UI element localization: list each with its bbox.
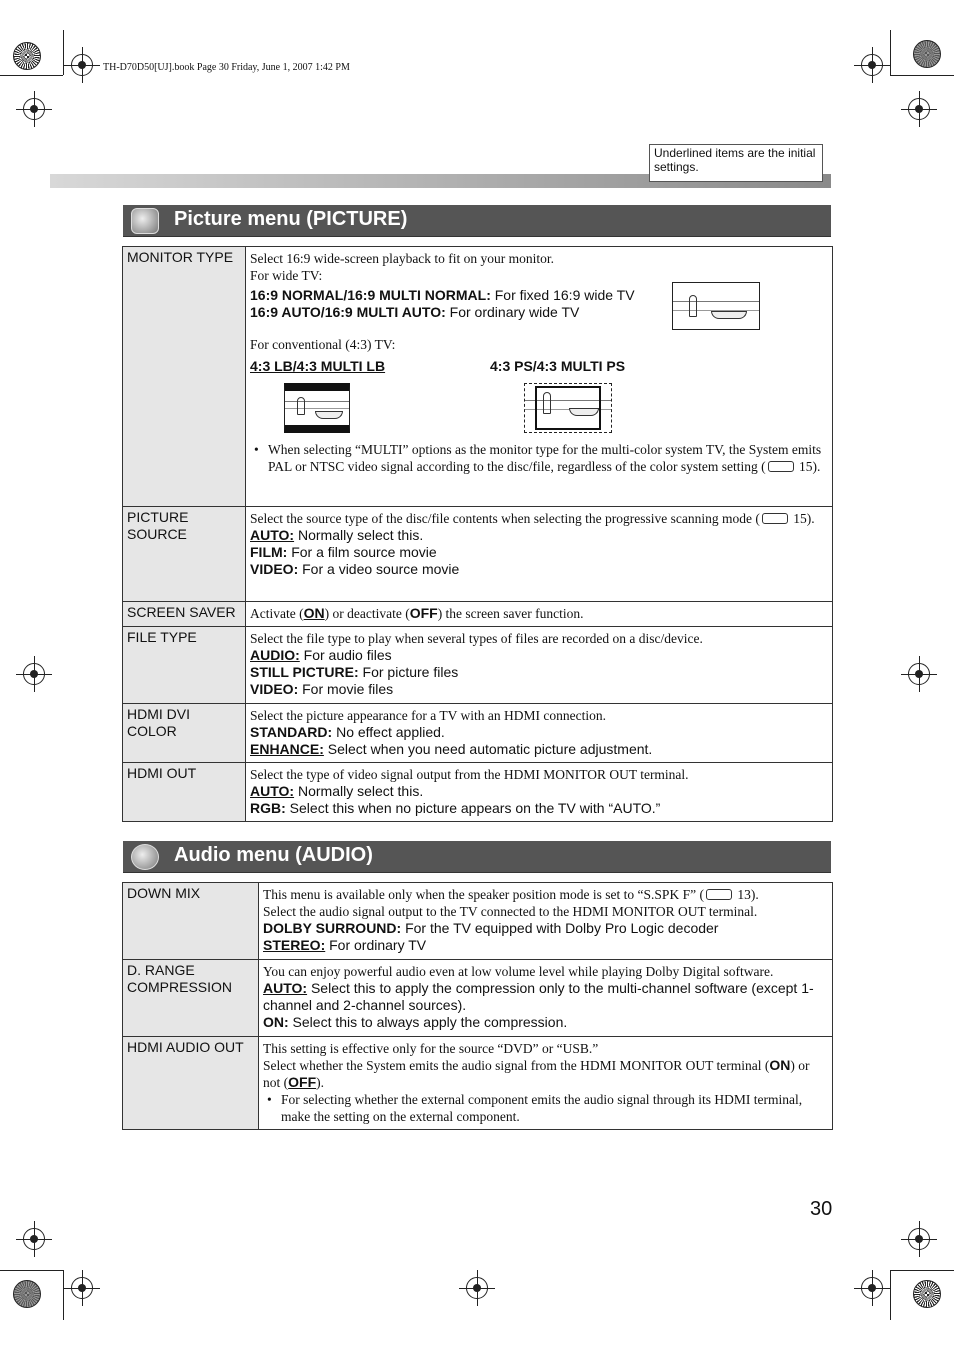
option-text: For ordinary TV (325, 937, 427, 953)
description-text (250, 510, 828, 527)
description-text: ) or deactivate ( (324, 606, 410, 621)
option-name: 4:3 PS/4:3 MULTI PS (490, 358, 626, 374)
option-text: For a film source movie (287, 544, 437, 560)
note-bullet (250, 441, 828, 475)
option-line (263, 980, 828, 1014)
option-name: ENHANCE: (250, 741, 324, 757)
setting-label: D. RANGE COMPRESSION (123, 960, 259, 1037)
crosshair-icon (71, 1277, 93, 1299)
setting-label: HDMI AUDIO OUT (123, 1037, 259, 1130)
option-name: 16:9 NORMAL/16:9 MULTI NORMAL: (250, 287, 491, 303)
option-name: AUTO: (250, 527, 295, 543)
description-body: This menu is available only when the speaker position mode is set to “S.SPK F” ( (263, 887, 704, 902)
description-body: Select whether the System emits the audio signal from the HDMI MONITOR OUT terminal ( (263, 1058, 770, 1073)
option-text: For picture files (358, 664, 459, 680)
option-name: OFF (288, 1074, 317, 1090)
option-name: AUTO: (263, 980, 308, 996)
crosshair-icon (908, 1228, 930, 1250)
option-line (250, 741, 828, 758)
registration-sun-icon (13, 42, 41, 70)
description-text (263, 886, 828, 903)
table-row (123, 960, 833, 1037)
option-text: Select this when no picture appears on the TV with “AUTO.” (285, 800, 661, 816)
option-text: No effect applied. (332, 724, 445, 740)
option-line (250, 783, 828, 800)
crosshair-icon (71, 54, 93, 76)
option-name: VIDEO: (250, 561, 299, 577)
illustration-cell (250, 383, 490, 437)
section-title: Picture menu (PICTURE) (174, 208, 408, 230)
picture-menu-table (122, 246, 833, 822)
registration-sun-icon (913, 40, 941, 68)
setting-description (246, 627, 833, 704)
option-text: Select this to apply the compression only to the multi-channel software (except 1-channel and 2-channel sources). (263, 980, 814, 1013)
option-line (263, 920, 828, 937)
table-row (123, 247, 833, 507)
option-name: ON: (263, 1014, 289, 1030)
setting-label: PICTURE SOURCE (123, 507, 246, 602)
option-name: STANDARD: (250, 724, 333, 740)
option-text: For fixed 16:9 wide TV (490, 287, 635, 303)
audio-section-header (123, 841, 831, 873)
illustration-cell (490, 383, 730, 437)
description-text: ) the screen saver function. (437, 606, 584, 621)
table-row (123, 704, 833, 763)
setting-description (246, 704, 833, 763)
crop-mark (890, 30, 891, 75)
crosshair-icon (23, 663, 45, 685)
book-header: TH-D70D50[UJ].book Page 30 Friday, June 1, 2007 1:42 PM (103, 62, 350, 73)
option-text: For ordinary wide TV (445, 304, 580, 320)
setting-description (246, 507, 833, 602)
bullet-body: When selecting “MULTI” options as the monitor type for the multi-color system TV, the System emits PAL or NTSC video signal according to the disc/file, regardless of the color system setting ( (268, 442, 822, 474)
crosshair-icon (908, 98, 930, 120)
description-body: ). (316, 1075, 324, 1090)
description-text: Select the audio signal output to the TV connected to the HDMI MONITOR OUT terminal. (263, 904, 758, 919)
setting-label: HDMI OUT (123, 763, 246, 822)
option-line (263, 937, 828, 954)
table-row (123, 763, 833, 822)
description-text: You can enjoy powerful audio even at low volume level while playing Dolby Digital software. (263, 964, 774, 979)
picture-section-header (123, 205, 831, 237)
crop-mark (0, 75, 63, 76)
setting-label: DOWN MIX (123, 883, 259, 960)
option-line (250, 527, 828, 544)
option-name: FILM: (250, 544, 288, 560)
setting-label: FILE TYPE (123, 627, 246, 704)
setting-label: HDMI DVI COLOR (123, 704, 246, 763)
option-name: STILL PICTURE: (250, 664, 359, 680)
setting-description (259, 1037, 833, 1130)
letterbox-illustration (284, 383, 350, 433)
table-row (123, 1037, 833, 1130)
description-text: For wide TV: (250, 268, 323, 283)
table-row (123, 883, 833, 960)
registration-sun-icon (13, 1280, 41, 1308)
crosshair-icon (861, 1277, 883, 1299)
crop-mark (63, 30, 64, 75)
illustration-row (250, 383, 828, 437)
setting-description (259, 883, 833, 960)
description-text: Select the file type to play when several types of files are recorded on a disc/device. (250, 631, 703, 646)
description-text: For conventional (4:3) TV: (250, 337, 396, 352)
description-text: Activate ( (250, 606, 304, 621)
crosshair-icon (23, 1228, 45, 1250)
option-line (263, 1014, 828, 1031)
description-text: Select the type of video signal output from the HDMI MONITOR OUT terminal. (250, 767, 689, 782)
option-text: For audio files (299, 647, 392, 663)
description-text: Select 16:9 wide-screen playback to fit on your monitor. (250, 251, 555, 266)
table-row (123, 627, 833, 704)
description-text: Select the picture appearance for a TV with an HDMI connection. (250, 708, 606, 723)
crop-mark (890, 1270, 954, 1271)
option-text: Normally select this. (294, 527, 424, 543)
option-line (250, 561, 828, 578)
option-name: AUDIO: (250, 647, 300, 663)
option-text: For movie files (298, 681, 394, 697)
option-text: Normally select this. (294, 783, 424, 799)
page-number: 30 (810, 1198, 833, 1220)
option-name: 4:3 LB/4:3 MULTI LB (250, 358, 386, 374)
setting-description (246, 247, 833, 507)
crop-mark (890, 1270, 891, 1320)
option-name: RGB: (250, 800, 286, 816)
initial-settings-note: Underlined items are the initial settings. (649, 144, 823, 182)
note-bullet (263, 1091, 828, 1125)
description-body: Select the source type of the disc/file contents when selecting the progressive scanning mode ( (250, 511, 760, 526)
option-line (250, 647, 828, 664)
page-reference: 15). (795, 459, 821, 474)
crosshair-icon (908, 663, 930, 685)
bullet-icon: • (254, 442, 259, 457)
option-name: STEREO: (263, 937, 326, 953)
wide-tv-illustration (672, 282, 760, 330)
reference-icon (768, 461, 794, 472)
crosshair-icon (861, 54, 883, 76)
page-reference: 13). (733, 887, 759, 902)
audio-menu-table (122, 882, 833, 1130)
crosshair-icon (23, 98, 45, 120)
description-body: ) or not ( (263, 1058, 810, 1090)
audio-menu-icon (131, 844, 159, 870)
option-line (250, 304, 672, 321)
option-name: DOLBY SURROUND: (263, 920, 402, 936)
panscan-illustration (524, 383, 612, 433)
bullet-text (268, 441, 828, 475)
option-line (250, 287, 672, 304)
crop-mark (0, 1270, 63, 1271)
setting-description (259, 960, 833, 1037)
section-title: Audio menu (AUDIO) (174, 844, 373, 866)
table-row (123, 507, 833, 602)
reference-icon (706, 889, 732, 900)
option-name: OFF (409, 605, 438, 621)
setting-description (246, 763, 833, 822)
option-text: For the TV equipped with Dolby Pro Logic decoder (401, 920, 719, 936)
option-name: 16:9 AUTO/16:9 MULTI AUTO: (250, 304, 446, 320)
crop-mark (890, 75, 954, 76)
option-text: For a video source movie (298, 561, 460, 577)
option-line (250, 544, 828, 561)
option-pair (250, 358, 828, 375)
option-line (250, 724, 828, 741)
reference-icon (762, 513, 788, 524)
crosshair-icon (466, 1277, 488, 1299)
option-name: VIDEO: (250, 681, 299, 697)
option-line (250, 800, 828, 817)
bullet-icon: • (267, 1092, 272, 1107)
table-row (123, 602, 833, 627)
setting-label: SCREEN SAVER (123, 602, 246, 627)
option-name: ON (303, 605, 325, 621)
page-reference: 15). (789, 511, 815, 526)
crop-mark (63, 1270, 64, 1320)
description-text (263, 1057, 828, 1091)
bullet-text: For selecting whether the external component emits the audio signal through its HDMI terminal, make the setting on the external component. (281, 1092, 803, 1124)
option-text: Select this to always apply the compression. (288, 1014, 568, 1030)
option-line (250, 681, 828, 698)
setting-description (246, 602, 833, 627)
description-text: This setting is effective only for the source “DVD” or “USB.” (263, 1041, 599, 1056)
option-text: Select when you need automatic picture adjustment. (323, 741, 653, 757)
option-line (250, 664, 828, 681)
option-name: AUTO: (250, 783, 295, 799)
option-name: ON (769, 1057, 791, 1073)
picture-menu-icon (131, 208, 159, 234)
registration-sun-icon (913, 1280, 941, 1308)
setting-label: MONITOR TYPE (123, 247, 246, 507)
